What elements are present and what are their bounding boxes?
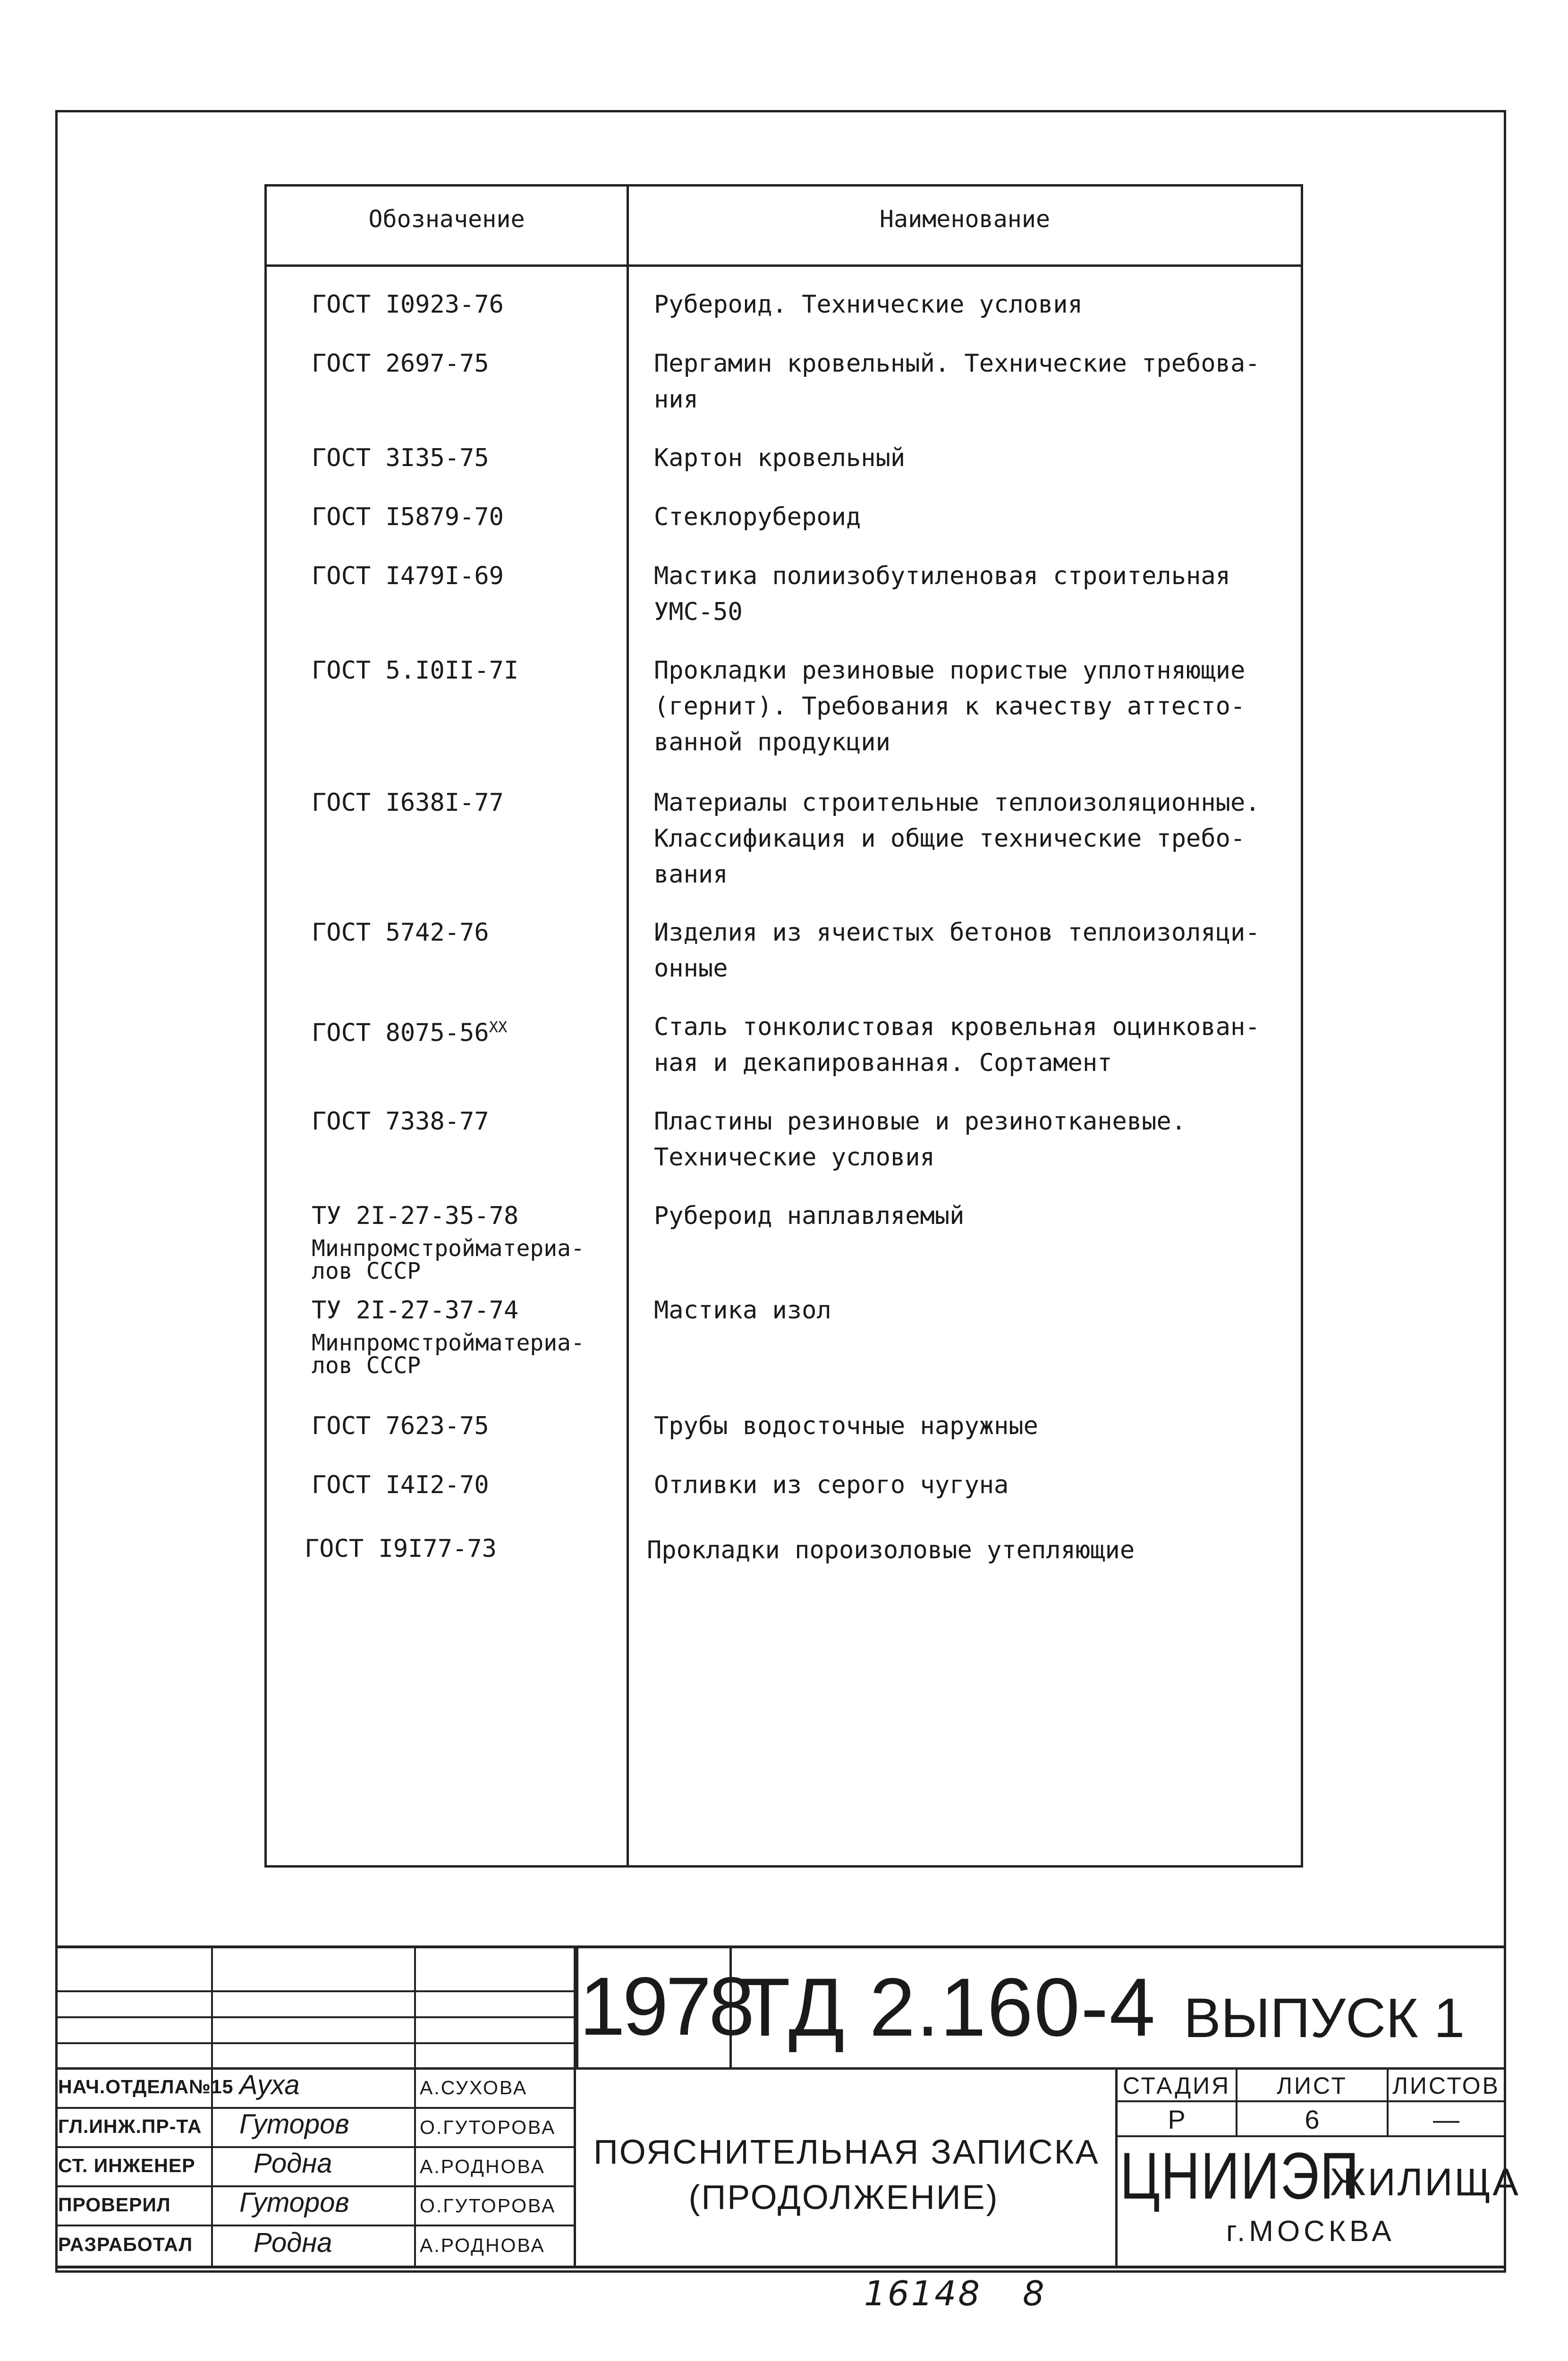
- row-name: Пластины резиновые и резинотканевые. Технические условия: [654, 1107, 1187, 1172]
- row-code: ГОСТ 5742-76: [312, 918, 489, 947]
- row-code: ГОСТ I479I-69: [312, 562, 504, 590]
- row-name: Картон кровельный: [654, 444, 906, 472]
- title-block-bottom-line: [55, 2266, 1504, 2268]
- signature: Родна: [254, 2227, 332, 2258]
- row-name: Изделия из ячеистых бетонов теплоизоляци- онные: [654, 918, 1260, 983]
- grid-line: [211, 1945, 213, 2268]
- inventory-note: [864, 2274, 1046, 2313]
- row-name: Материалы строительные теплоизоляционные. Классификация и общие технические требо- вания: [654, 789, 1260, 889]
- title-block-top-line: [55, 1945, 1504, 1948]
- row-name: Прокладки резиновые пористые уплотняющие (гернит). Требования к качеству аттесто- ванной продукции: [654, 656, 1246, 756]
- stage-value: Р: [1168, 2105, 1186, 2134]
- signature: Родна: [254, 2148, 332, 2179]
- person-name: А.СУХОВА: [420, 2077, 528, 2098]
- grid-line: [55, 1990, 575, 1992]
- row-name: Прокладки пороизоловые утепляющие: [647, 1536, 1135, 1564]
- role-label: ПРОВЕРИЛ: [58, 2194, 171, 2216]
- row-code: ТУ 2I-27-35-78: [312, 1202, 519, 1230]
- row-code: ГОСТ 7338-77: [312, 1107, 489, 1136]
- sheets-label: ЛИСТОВ: [1392, 2072, 1500, 2099]
- row-name: Пергамин кровельный. Технические требова- ния: [654, 349, 1260, 414]
- stage-label: СТАДИЯ: [1122, 2072, 1231, 2099]
- row-name: Отливки из серого чугуна: [654, 1471, 1009, 1499]
- row-code-issuer: Минпромстройматериа- лов СССР: [312, 1235, 585, 1284]
- row-code: ГОСТ 3I35-75: [312, 444, 489, 472]
- row-code: ГОСТ I4I2-70: [312, 1471, 489, 1499]
- document-title-line2: (ПРОДОЛЖЕНИЕ): [688, 2179, 999, 2217]
- role-label: ГЛ.ИНЖ.ПР-ТА: [58, 2115, 202, 2137]
- sheet-number: 6: [1305, 2105, 1320, 2134]
- column-header-code: Обозначение: [368, 205, 525, 233]
- row-code: ГОСТ I9I77-73: [305, 1535, 497, 1563]
- signature: Гуторов: [239, 2187, 349, 2218]
- row-name: Рубероид наплавляемый: [654, 1202, 965, 1230]
- person-name: А.РОДНОВА: [420, 2234, 545, 2256]
- person-name: О.ГУТОРОВА: [420, 2116, 556, 2138]
- row-name: Трубы водосточные наружные: [654, 1412, 1038, 1440]
- document-title-line1: ПОЯСНИТЕЛЬНАЯ ЗАПИСКА: [593, 2133, 1100, 2171]
- grid-line: [55, 2016, 575, 2018]
- person-name: А.РОДНОВА: [420, 2156, 545, 2177]
- signature: Ауха: [239, 2070, 300, 2100]
- organization-name: ЖИЛИЩА: [1330, 2161, 1520, 2204]
- role-label: НАЧ.ОТДЕЛА№15: [58, 2076, 234, 2098]
- row-name: Мастика изол: [654, 1296, 831, 1325]
- row-name: Рубероид. Технические условия: [654, 290, 1083, 319]
- grid-line: [55, 2225, 575, 2226]
- row-code: ГОСТ 5.I0II-7I: [312, 656, 519, 685]
- row-code: ТУ 2I-27-37-74: [312, 1296, 519, 1325]
- person-name: О.ГУТОРОВА: [420, 2195, 556, 2217]
- row-code: ГОСТ 7623-75: [312, 1412, 489, 1440]
- row-code: ГОСТ 2697-75: [312, 349, 489, 378]
- issue-label: ВЫПУСК 1: [1184, 1987, 1465, 2049]
- row-name: Сталь тонколистовая кровельная оцинкован- ная и декапированная. Сортамент: [654, 1013, 1260, 1077]
- role-label: СТ. ИНЖЕНЕР: [58, 2155, 195, 2176]
- role-label: РАЗРАБОТАЛ: [58, 2234, 193, 2255]
- signature: Гуторов: [239, 2109, 349, 2140]
- title-block: [55, 1945, 1520, 2270]
- grid-line: [576, 1945, 578, 2067]
- row-code: ГОСТ $8075-56^{XX}$: [312, 1018, 508, 1047]
- column-header-name: Наименование: [879, 205, 1051, 233]
- row-code: ГОСТ I638I-77: [312, 789, 504, 817]
- row-name: Мастика полиизобутиленовая строительная УМС-50: [654, 562, 1230, 626]
- standards-table: [264, 184, 1303, 1868]
- column-divider: [627, 187, 629, 1865]
- inventory-number: 16148: [864, 2274, 982, 2313]
- grid-line: [55, 2042, 575, 2044]
- grid-line: [414, 1945, 416, 2268]
- sheet-label: ЛИСТ: [1277, 2072, 1348, 2099]
- row-code-issuer: Минпромстройматериа- лов СССР: [312, 1330, 585, 1379]
- organization-city: г.МОСКВА: [1226, 2215, 1395, 2248]
- header-divider: [267, 264, 1301, 267]
- row-code: ГОСТ I0923-76: [312, 290, 504, 319]
- grid-line: [1115, 2135, 1504, 2137]
- year: 1978: [579, 1961, 752, 2053]
- grid-line: [1115, 2100, 1504, 2102]
- document-code: ТД 2.160-4: [740, 1962, 1156, 2054]
- row-code: ГОСТ I5879-70: [312, 503, 504, 531]
- page-number: 8: [1022, 2274, 1046, 2313]
- row-name: Стеклорубероид: [654, 503, 861, 531]
- sheets-count: —: [1433, 2105, 1459, 2134]
- organization-abbr: ЦНИИЭП: [1120, 2139, 1360, 2213]
